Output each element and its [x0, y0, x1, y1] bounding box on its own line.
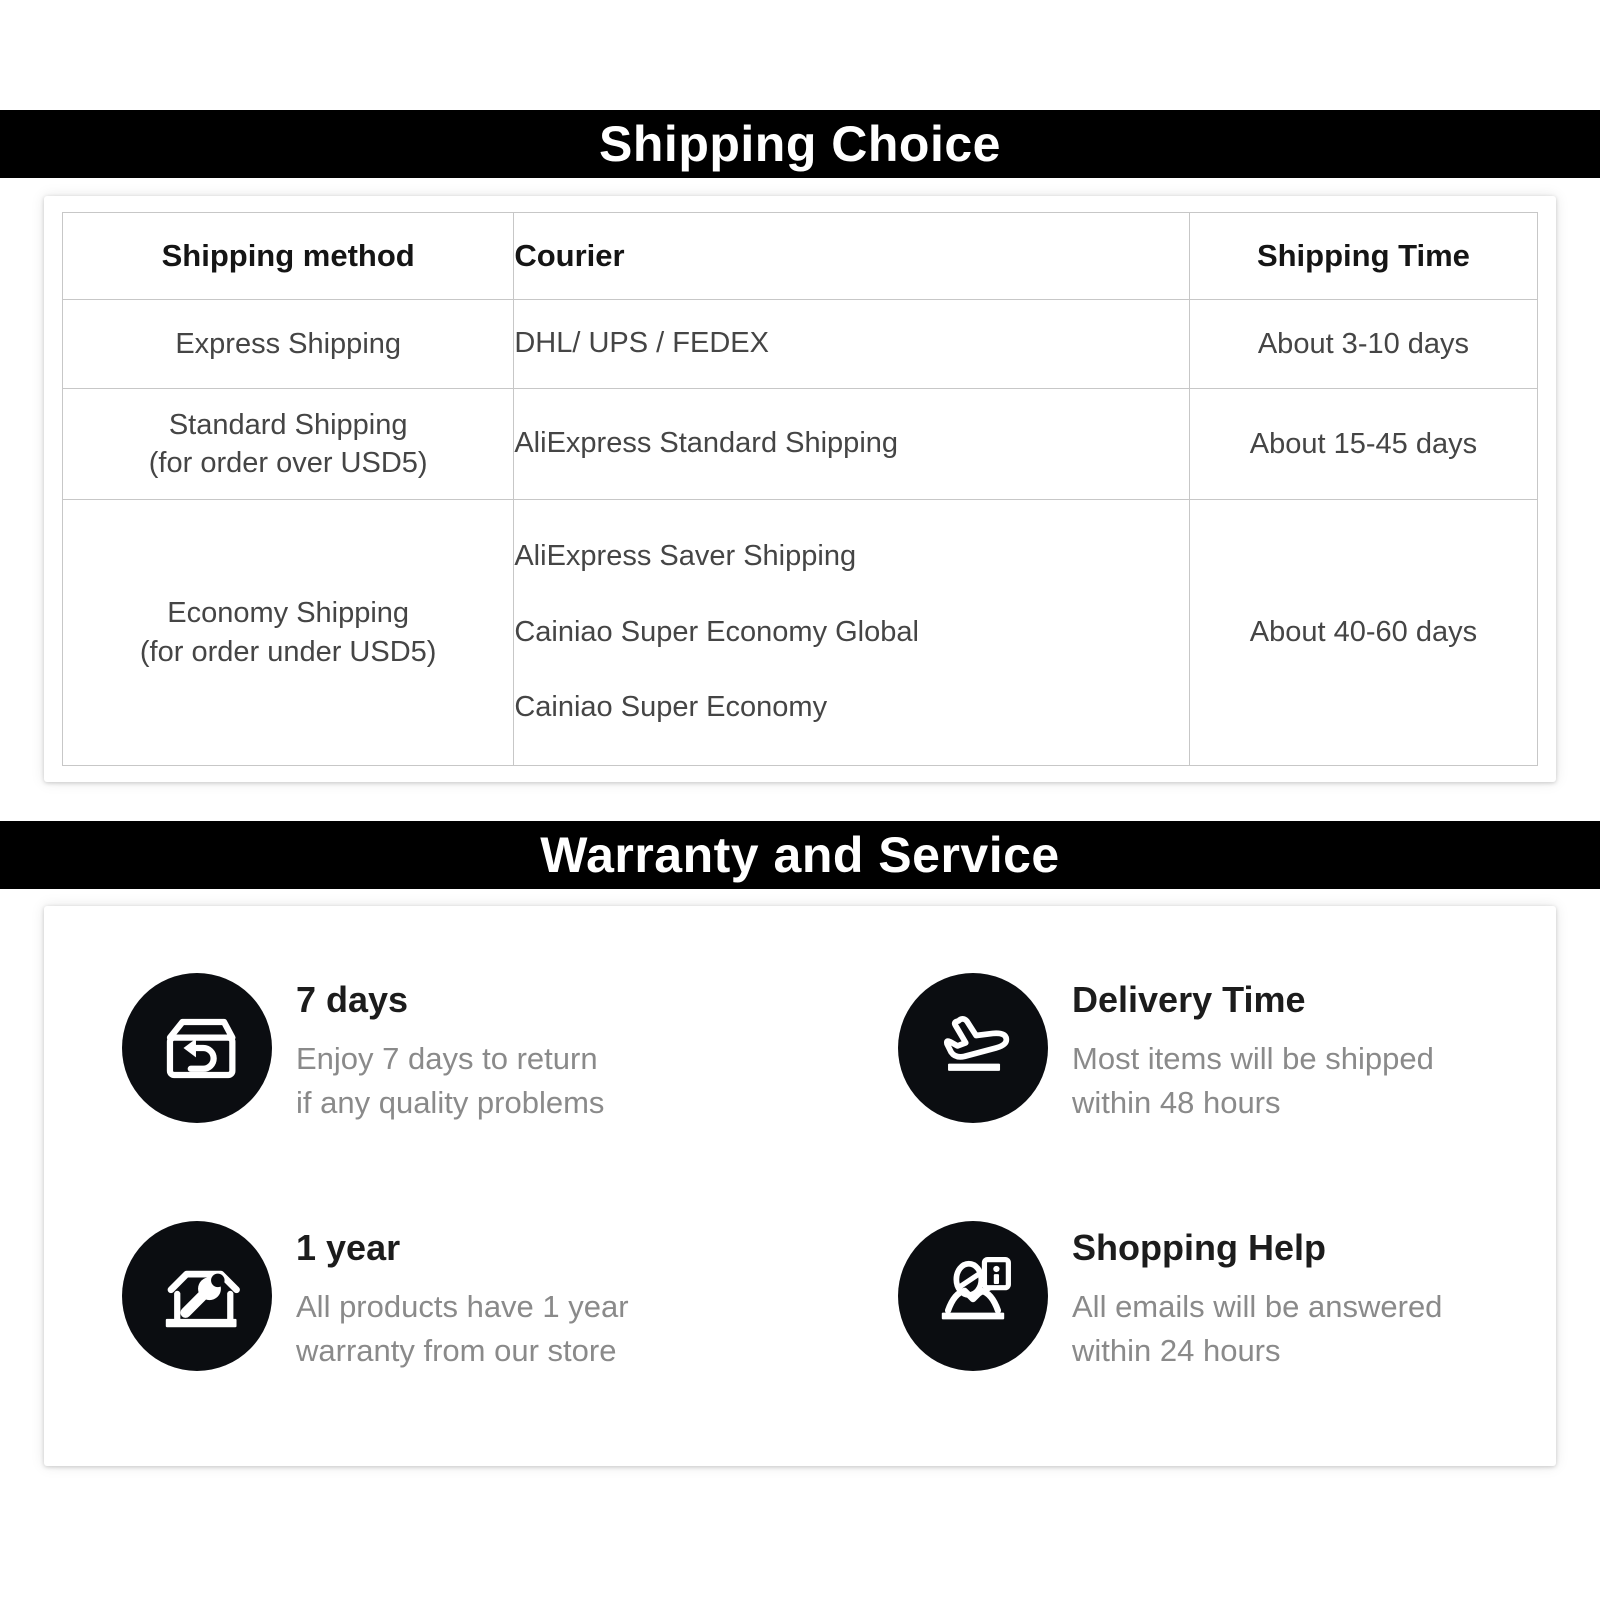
- shipping-table-card: [44, 196, 1556, 782]
- warranty-item-delivery-time: [898, 973, 1536, 1125]
- method-cell: [63, 389, 514, 500]
- table-row: [63, 389, 1538, 500]
- method-line: (for order over USD5): [148, 447, 428, 479]
- method-cell: [63, 500, 514, 766]
- warranty-item-title: 7 days: [296, 979, 409, 1021]
- time-cell: About 3-10 days: [1189, 300, 1537, 389]
- method-line: Economy Shipping: [167, 597, 410, 630]
- method-line: (for order under USD5): [139, 635, 437, 668]
- method-cell: [63, 300, 514, 389]
- warranty-item-title: Shopping Help: [1072, 1227, 1326, 1269]
- warranty-item-7-days: [122, 973, 898, 1125]
- time-cell: About 15-45 days: [1189, 389, 1537, 500]
- courier-line: DHL/ UPS / FEDEX: [514, 327, 769, 360]
- warranty-item-title: Delivery Time: [1072, 979, 1306, 1021]
- warranty-item-text: [296, 1221, 629, 1373]
- plane-shipping-icon: [898, 973, 1048, 1123]
- warranty-item-1-year: [122, 1221, 898, 1373]
- warranty-item-text: [1072, 973, 1434, 1125]
- return-box-icon: [122, 973, 272, 1123]
- method-line: Express Shipping: [175, 327, 402, 360]
- header-courier: Courier: [514, 213, 1190, 300]
- warranty-item-shopping-help: [898, 1221, 1536, 1373]
- warranty-item-text: [1072, 1221, 1442, 1373]
- shipping-choice-title: Shipping Choice: [599, 116, 1001, 172]
- warranty-item-description: Enjoy 7 days to return if any quality problems: [296, 1041, 605, 1121]
- person-chat-icon: [898, 1221, 1048, 1371]
- table-header-row: [63, 213, 1538, 300]
- courier-line: Cainiao Super Economy Global: [514, 615, 919, 648]
- courier-line: AliExpress Standard Shipping: [514, 427, 899, 460]
- warranty-item-text: [296, 973, 604, 1125]
- warranty-card: [44, 906, 1556, 1466]
- shipping-choice-banner: [0, 110, 1600, 178]
- house-wrench-icon: [122, 1221, 272, 1371]
- method-line: Standard Shipping: [168, 408, 408, 441]
- table-row: [63, 500, 1538, 766]
- courier-cell: [514, 500, 1190, 766]
- warranty-item-title: 1 year: [296, 1227, 401, 1269]
- courier-line: AliExpress Saver Shipping: [514, 540, 857, 572]
- table-row: [63, 300, 1538, 389]
- warranty-service-banner: [0, 821, 1600, 889]
- top-whitespace: [0, 0, 1600, 110]
- shipping-table: [62, 212, 1538, 766]
- courier-cell: [514, 389, 1190, 500]
- courier-line: Cainiao Super Economy: [514, 691, 828, 724]
- time-cell: About 40-60 days: [1189, 500, 1537, 766]
- warranty-item-description: All products have 1 year warranty from our store: [296, 1289, 629, 1369]
- warranty-item-description: All emails will be answered within 24 hours: [1072, 1289, 1443, 1369]
- warranty-item-description: Most items will be shipped within 48 hours: [1072, 1041, 1434, 1121]
- header-shipping-method: Shipping method: [63, 213, 514, 300]
- header-shipping-time: Shipping Time: [1189, 213, 1537, 300]
- warranty-service-title: Warranty and Service: [540, 827, 1060, 884]
- courier-cell: [514, 300, 1190, 389]
